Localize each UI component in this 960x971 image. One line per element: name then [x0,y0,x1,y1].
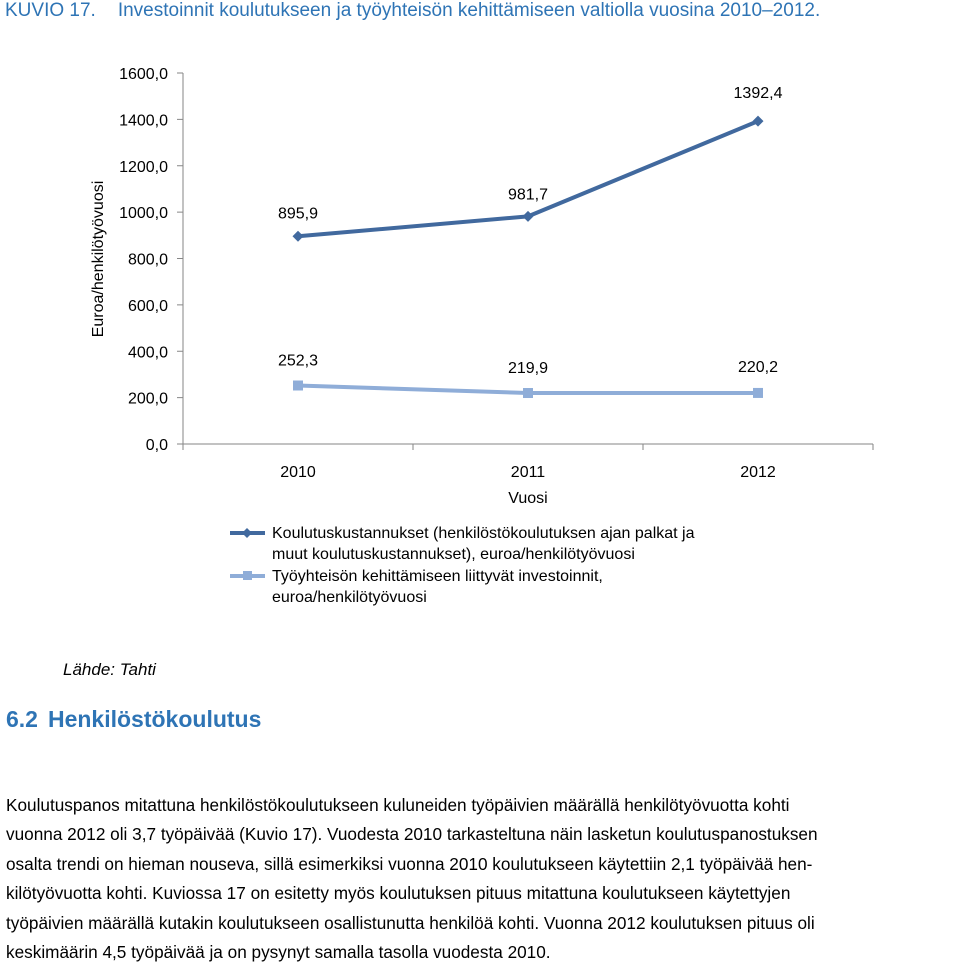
data-point [523,388,533,398]
data-label: 220,2 [737,358,779,376]
paragraph-line: kilötyövuotta kohti. Kuviossa 17 on esitetty myös koulutuksen pituus mitattuna koulutukseen käytettyjen [6,883,791,904]
data-point [523,211,534,222]
x-tick-label: 2012 [740,464,776,481]
y-tick-label: 1000,0 [119,205,168,223]
y-tick-label: 400,0 [127,344,168,362]
data-label: 252,3 [277,352,319,370]
y-tick-label: 1400,0 [119,112,168,130]
data-label: 981,7 [507,186,549,204]
legend-swatch-marker [242,528,252,538]
y-tick-label: 200,0 [127,390,168,408]
data-point [293,380,303,390]
y-axis-title: Euroa/henkilötyövuosi [90,180,107,338]
paragraph-line: vuonna 2012 oli 3,7 työpäivää (Kuvio 17). Vuodesta 2010 tarkasteltuna näin lasketun koulutuspanostuksen [6,824,818,845]
data-label: 219,9 [507,360,549,378]
data-point [753,388,763,398]
y-tick-label: 600,0 [127,297,168,315]
figure-caption: Investoinnit koulutukseen ja työyhteisön kehittämiseen valtiolla vuosina 2010–2012. [117,0,821,21]
y-tick-label: 1200,0 [119,158,168,176]
data-label: 1392,4 [733,85,783,103]
y-tick-label: 800,0 [127,251,168,269]
legend-label: muut koulutuskustannukset), euroa/henkilötyövuosi [272,546,635,563]
y-tick-label: 1600,0 [119,66,168,83]
section-title: Henkilöstökoulutus [47,706,262,732]
legend-label: euroa/henkilötyövuosi [272,589,427,606]
paragraph-line: Koulutuspanos mitattuna henkilöstökoulutukseen kuluneiden työpäivien määrällä henkilötyövuotta kohti [6,795,790,815]
data-point [293,231,304,242]
x-axis-title: Vuosi [508,490,548,507]
paragraph-line: työpäivien määrällä kutakin koulutukseen osallistunutta henkilöä kohti. Vuonna 2012 koulutuksen pituus oli [6,912,815,933]
x-tick-label: 2011 [510,464,546,481]
legend-swatch-marker [243,571,252,580]
y-tick-label: 0,0 [145,437,168,454]
data-point [753,116,764,127]
x-tick-label: 2010 [280,464,316,481]
paragraph-line: osalta trendi on hieman nouseva, sillä esimerkiksi vuonna 2010 koulutukseen käytettiin 2,1 työpäivää hen- [6,853,813,874]
source-note: Lähde: Tahti [63,660,156,679]
data-label: 895,9 [277,205,319,223]
section-number: 6.2 [6,706,38,732]
legend-label: Työyhteisön kehittämiseen liittyvät investoinnit, [272,568,603,585]
body-paragraph [6,791,958,967]
section-heading [6,706,261,733]
legend-label: Koulutuskustannukset (henkilöstökoulutuksen ajan palkat ja [272,525,695,542]
figure-number: KUVIO 17. [5,0,96,21]
paragraph-line: keskimäärin 4,5 työpäivää ja on pysynyt samalla tasolla vuodesta 2010. [6,942,551,963]
